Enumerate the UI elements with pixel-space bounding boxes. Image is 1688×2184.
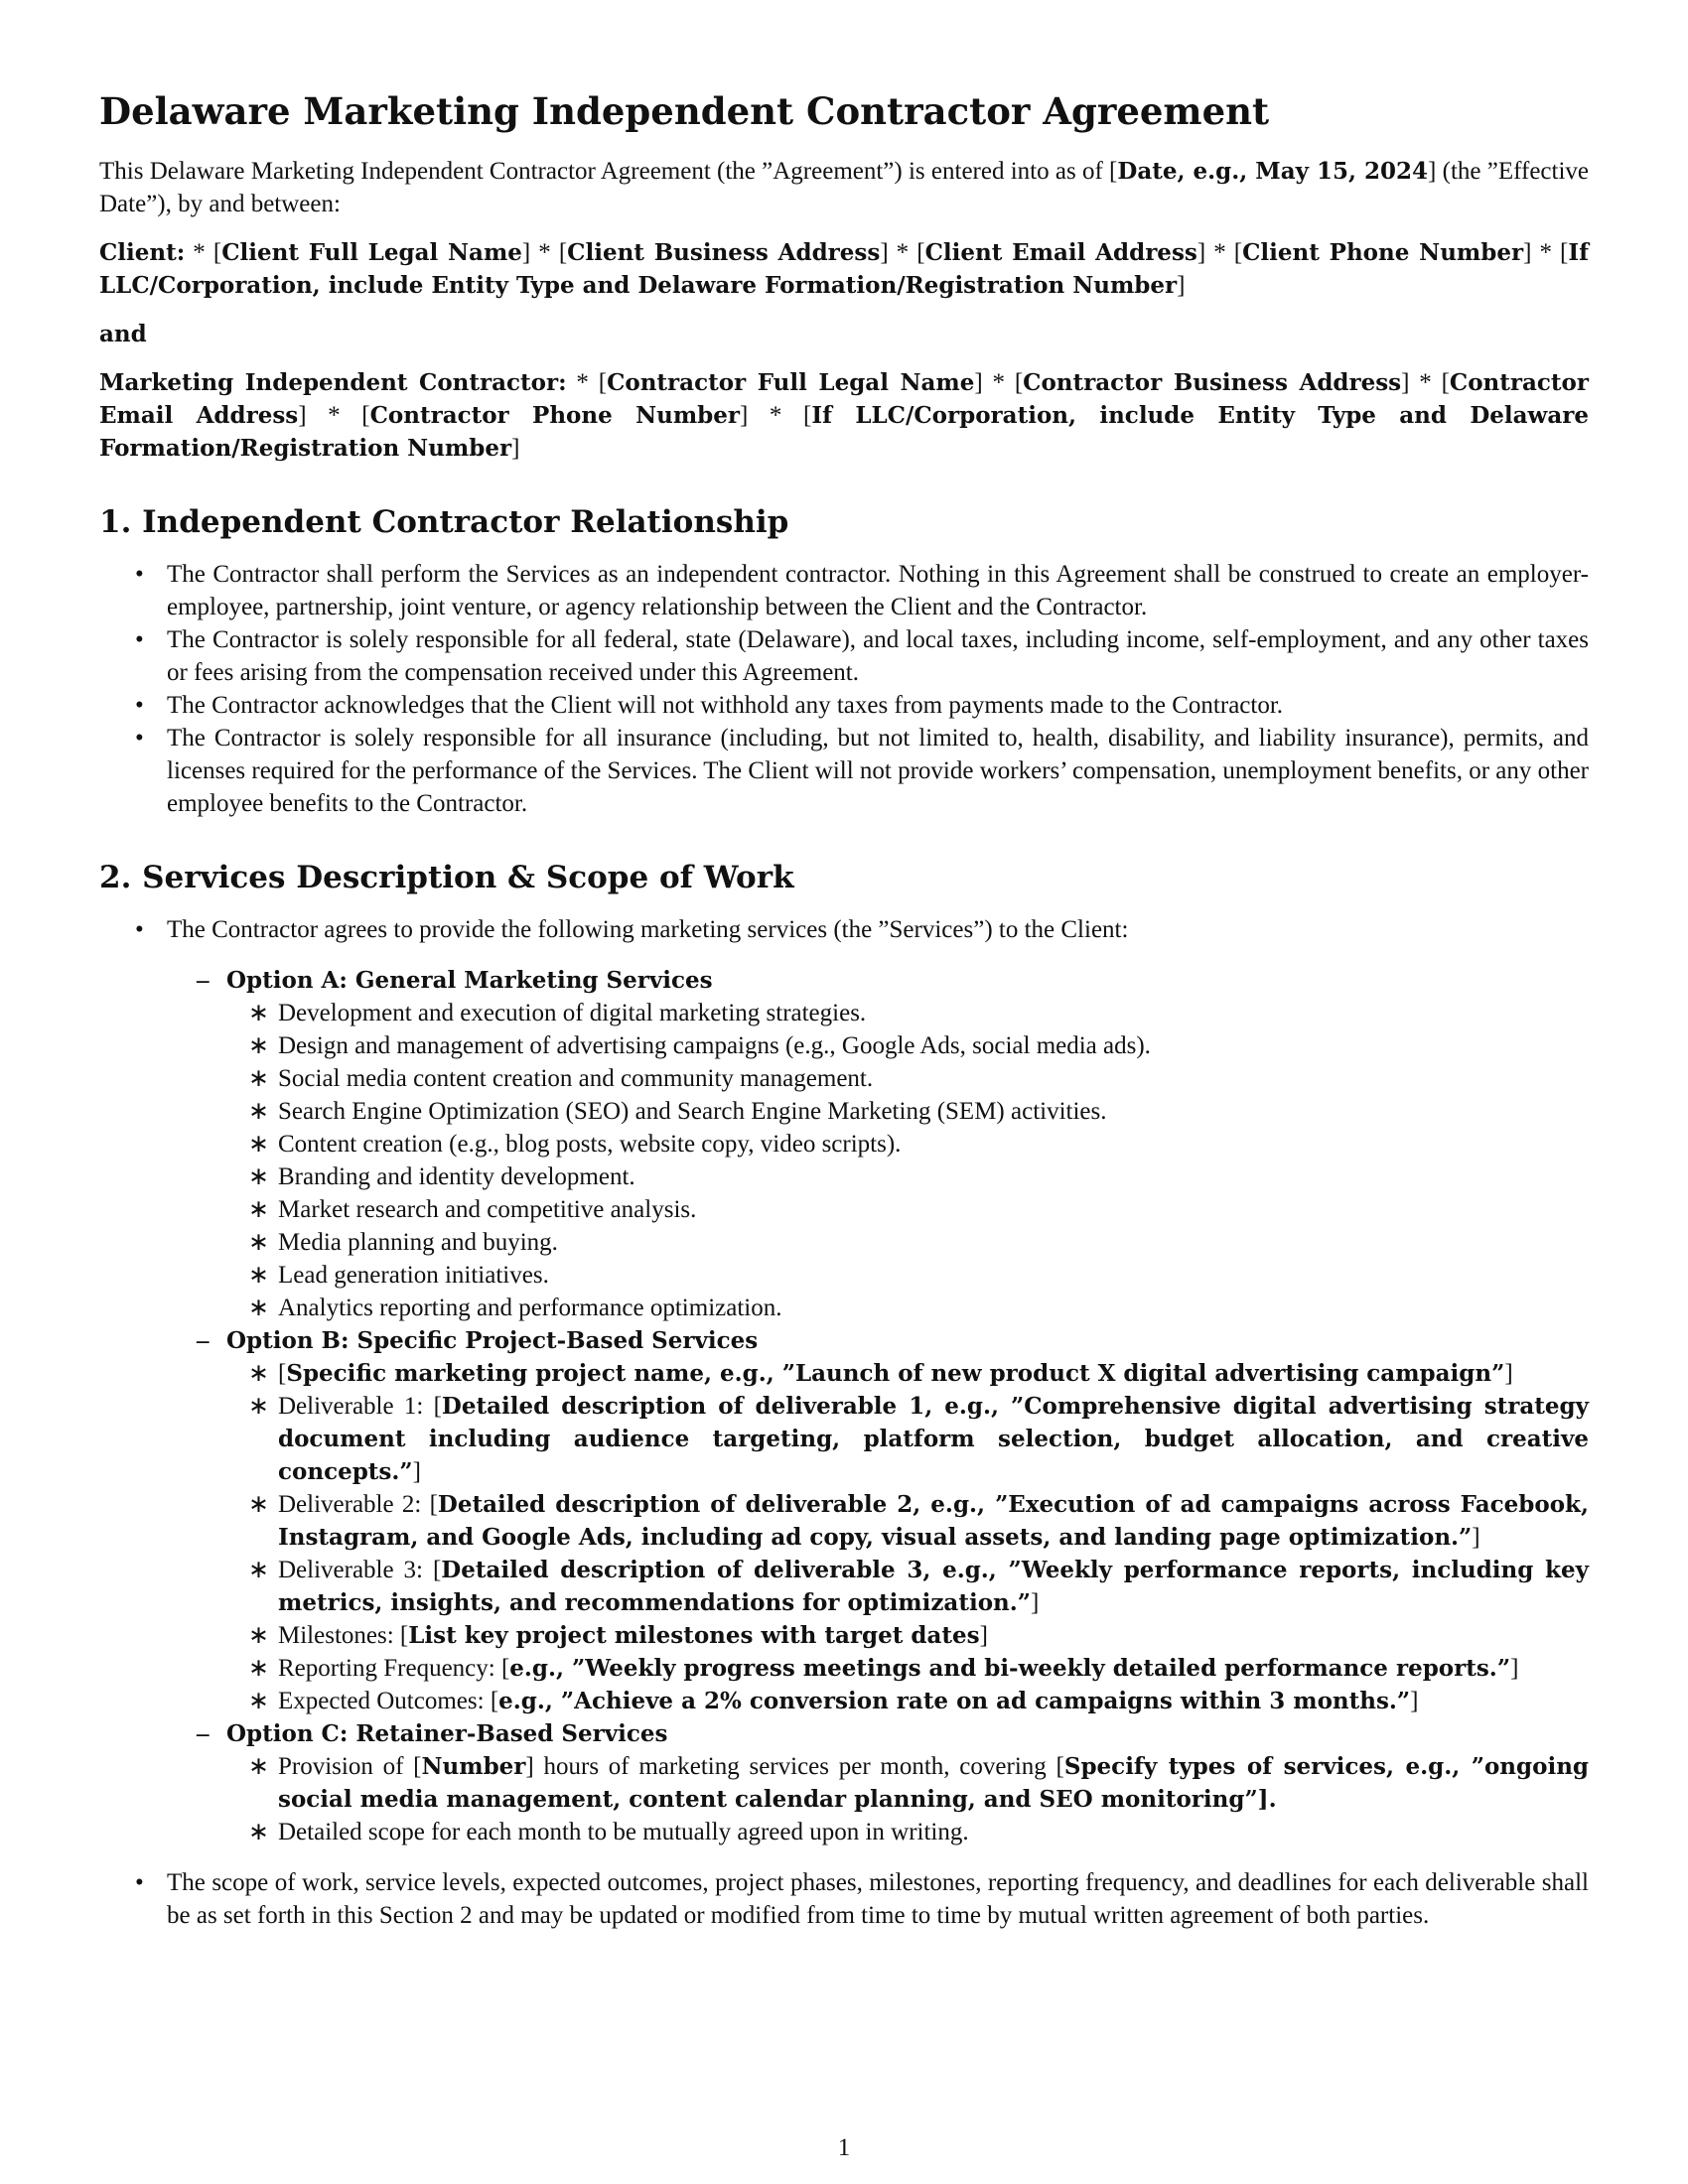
option-c <box>167 1717 1589 1848</box>
client-name-placeholder: Client Full Legal Name <box>221 239 522 266</box>
document-title: Delaware Marketing Independent Contractor Agreement <box>99 89 1270 133</box>
option-a-title: Option A: General Marketing Services <box>226 967 713 994</box>
sep: ] * [ <box>740 402 812 429</box>
option-a-items <box>226 997 1589 1324</box>
section-2-list <box>99 913 1589 1932</box>
sep: ] * [ <box>298 402 370 429</box>
list-item: ∗ [Specific marketing project name, e.g., ”Launch of new product X digital advertising campaign”] <box>226 1357 1589 1390</box>
list-item: • The Contractor is solely responsible for all federal, state (Delaware), and local taxes, including income, self-employment, and any other taxes or fees arising from the compensation received under this Agreement. <box>99 623 1589 689</box>
list-item: ∗ Expected Outcomes: [e.g., ”Achieve a 2% conversion rate on ad campaigns within 3 months.”] <box>226 1685 1589 1717</box>
item-label: Deliverable 2: <box>278 1491 430 1518</box>
item-label: Deliverable 3: <box>278 1557 433 1583</box>
deliverable-1-placeholder: Detailed description of deliverable 1, e.g., ”Comprehensive digital advertising strategy document including audience targeting, platform selection, budget allocation, and creative concepts.” <box>278 1393 1589 1485</box>
option-a <box>167 964 1589 1324</box>
sep: ] <box>511 435 520 462</box>
sep: ] * [ <box>1196 239 1243 266</box>
contractor-email-placeholder: Contractor Email Address <box>99 369 1590 429</box>
services-types-placeholder: Specify types of services, e.g., ”ongoing social media management, content calendar planning, and SEO monitoring”]. <box>278 1753 1589 1813</box>
list-item: ∗ Market research and competitive analysis. <box>226 1193 1589 1226</box>
client-entity-placeholder: If LLC/Corporation, include Entity Type and Delaware Formation/Registration Number <box>99 239 1589 299</box>
list-item: ∗ Design and management of advertising campaigns (e.g., Google Ads, social media ads). <box>226 1029 1589 1062</box>
sep: ] * [ <box>521 239 568 266</box>
item-text: ] hours of marketing services per month, covering [ <box>525 1753 1064 1780</box>
list-item: ∗ Search Engine Optimization (SEO) and Search Engine Marketing (SEM) activities. <box>226 1095 1589 1128</box>
and-text: and <box>99 321 147 347</box>
list-item: • The Contractor acknowledges that the Client will not withhold any taxes from payments made to the Contractor. <box>99 689 1589 722</box>
contractor-block <box>99 366 1589 465</box>
list-item: ∗ Branding and identity development. <box>226 1160 1589 1193</box>
contractor-name-placeholder: Contractor Full Legal Name <box>607 369 975 396</box>
contractor-entity-placeholder: If LLC/Corporation, include Entity Type and Delaware Formation/Registration Number <box>99 402 1589 462</box>
contractor-address-placeholder: Contractor Business Address <box>1023 369 1402 396</box>
list-item: • The Contractor is solely responsible for all insurance (including, but not limited to, health, disability, and liability insurance), permits, and licenses required for the performance of the Services. The Client will not provide workers’ compensation, unemployment benefits, or any other employee benefits to the Contractor. <box>99 722 1589 820</box>
client-label: Client: <box>99 239 186 266</box>
contractor-phone-placeholder: Contractor Phone Number <box>369 402 740 429</box>
list-item: ∗ Content creation (e.g., blog posts, website copy, video scripts). <box>226 1128 1589 1160</box>
option-c-title: Option C: Retainer-Based Services <box>226 1720 668 1747</box>
services-intro: The Contractor agrees to provide the following marketing services (the ”Services”) to the Client: <box>167 916 1129 943</box>
and-line <box>99 318 1589 350</box>
list-item: ∗ Deliverable 2: [Detailed description of deliverable 2, e.g., ”Execution of ad campaigns across Facebook, Instagram, and Google Ads, including ad copy, visual assets, and landing page optimization.”] <box>226 1488 1589 1554</box>
option-b-items <box>226 1357 1589 1717</box>
list-item: ∗ Development and execution of digital marketing strategies. <box>226 997 1589 1029</box>
effective-date-placeholder: Date, e.g., May 15, 2024 <box>1117 158 1429 185</box>
sep: ] * [ <box>1401 369 1450 396</box>
section-2-heading: 2. Services Description & Scope of Work <box>99 860 794 895</box>
sep: ] * [ <box>1523 239 1569 266</box>
list-item: ∗ Deliverable 1: [Detailed description of deliverable 1, e.g., ”Comprehensive digital advertising strategy document including audience targeting, platform selection, budget allocation, and creative concepts.”] <box>226 1390 1589 1488</box>
list-item: ∗ Media planning and buying. <box>226 1226 1589 1259</box>
client-phone-placeholder: Client Phone Number <box>1242 239 1524 266</box>
list-item: ∗ Reporting Frequency: [e.g., ”Weekly progress meetings and bi-weekly detailed performance reports.”] <box>226 1652 1589 1685</box>
reporting-frequency-placeholder: e.g., ”Weekly progress meetings and bi-weekly detailed performance reports.” <box>509 1655 1511 1682</box>
list-item: ∗ Analytics reporting and performance optimization. <box>226 1292 1589 1324</box>
list-item: ∗ Detailed scope for each month to be mutually agreed upon in writing. <box>226 1816 1589 1848</box>
expected-outcomes-placeholder: e.g., ”Achieve a 2% conversion rate on ad campaigns within 3 months.” <box>498 1688 1411 1714</box>
client-email-placeholder: Client Email Address <box>924 239 1197 266</box>
item-text: Provision of [ <box>278 1753 422 1780</box>
item-label: Milestones: <box>278 1622 400 1649</box>
section-1-heading: 1. Independent Contractor Relationship <box>99 504 789 540</box>
list-item <box>99 913 1589 1848</box>
item-label: Reporting Frequency: <box>278 1655 501 1682</box>
sep: ] * [ <box>880 239 925 266</box>
list-item: ∗ Social media content creation and community management. <box>226 1062 1589 1095</box>
page-number: 1 <box>837 2134 851 2161</box>
intro-paragraph <box>99 155 1589 220</box>
client-block <box>99 236 1589 302</box>
section-1-list <box>99 558 1589 820</box>
intro-text: This Delaware Marketing Independent Contractor Agreement (the ”Agreement”) is entered into as of [ <box>99 158 1118 185</box>
option-b-title: Option B: Specific Project-Based Services <box>226 1327 759 1354</box>
options-list <box>167 964 1589 1848</box>
hours-placeholder: Number <box>421 1753 526 1780</box>
deliverable-3-placeholder: Detailed description of deliverable 3, e.g., ”Weekly performance reports, including key metrics, insights, and recommendations for optimization.” <box>278 1557 1589 1616</box>
list-item: ∗ Milestones: [List key project milestones with target dates] <box>226 1619 1589 1652</box>
list-item: ∗ Deliverable 3: [Detailed description of deliverable 3, e.g., ”Weekly performance reports, including key metrics, insights, and recommendations for optimization.”] <box>226 1554 1589 1619</box>
list-item: ∗ Lead generation initiatives. <box>226 1259 1589 1292</box>
contractor-label: Marketing Independent Contractor: <box>99 369 567 396</box>
project-name-placeholder: Specific marketing project name, e.g., ”Launch of new product X digital advertising campaign” <box>286 1360 1505 1387</box>
sep: ] <box>1177 272 1186 299</box>
sep: * [ <box>185 239 222 266</box>
item-label: Deliverable 1: <box>278 1393 434 1420</box>
list-item: • The scope of work, service levels, expected outcomes, project phases, milestones, reporting frequency, and deadlines for each deliverable shall be as set forth in this Section 2 and may be updated or modified from time to time by mutual written agreement of both parties. <box>99 1866 1589 1932</box>
item-label: Expected Outcomes: <box>278 1688 491 1714</box>
list-item: • The Contractor shall perform the Services as an independent contractor. Nothing in this Agreement shall be construed to create an employer-employee, partnership, joint venture, or agency relationship between the Client and the Contractor. <box>99 558 1589 623</box>
sep: * [ <box>566 369 608 396</box>
deliverable-2-placeholder: Detailed description of deliverable 2, e.g., ”Execution of ad campaigns across Facebook, Instagram, and Google Ads, including ad copy, visual assets, and landing page optimization.” <box>278 1491 1589 1551</box>
milestones-placeholder: List key project milestones with target dates <box>408 1622 980 1649</box>
option-c-items <box>226 1750 1589 1848</box>
option-b <box>167 1324 1589 1717</box>
sep: ] * [ <box>974 369 1024 396</box>
client-address-placeholder: Client Business Address <box>567 239 881 266</box>
list-item <box>226 1750 1589 1816</box>
intro-text-end: ] (the ”Effective Date”), by and between: <box>99 158 1589 217</box>
